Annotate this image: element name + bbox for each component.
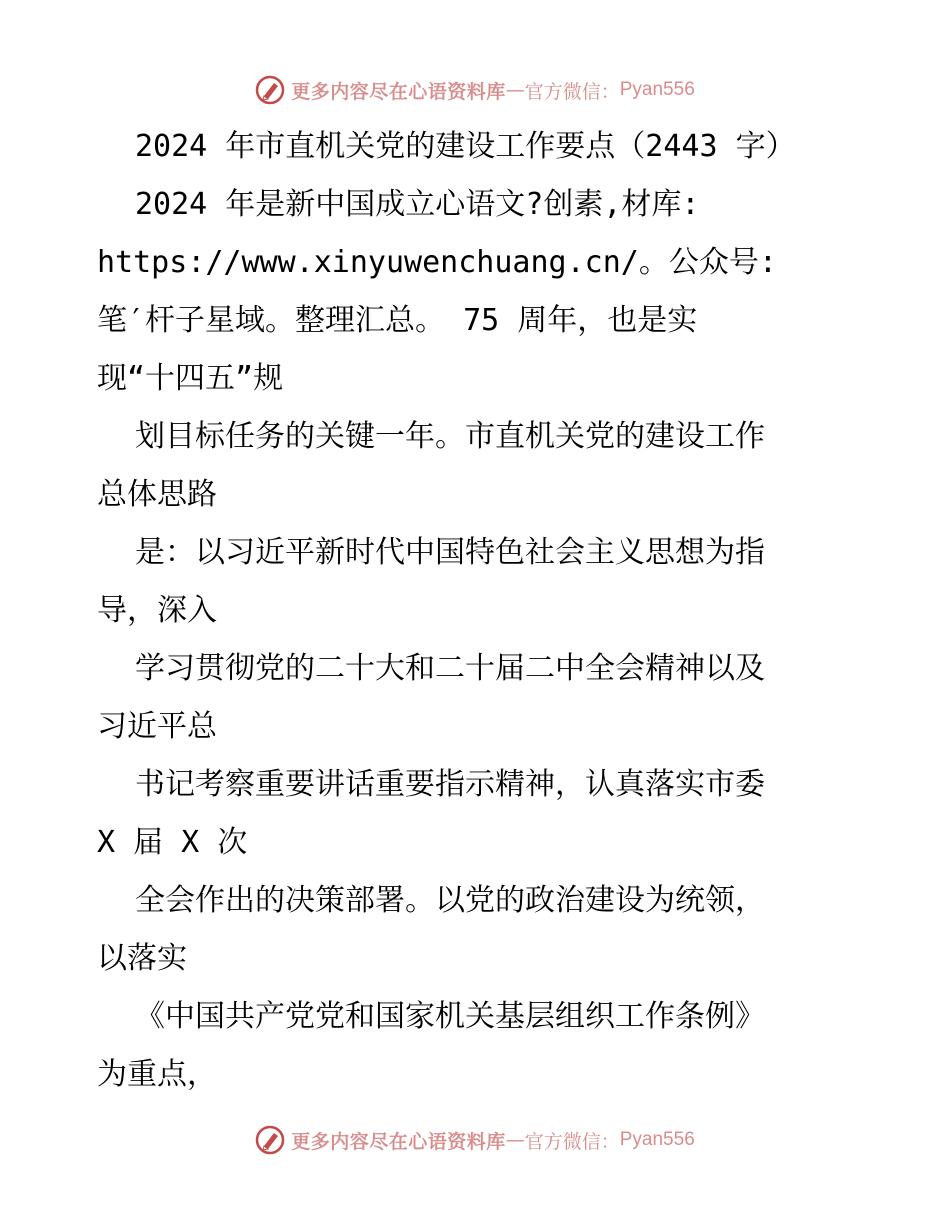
text-line: 以落实 <box>97 941 187 976</box>
text-line: 现“十四五”规 <box>97 361 284 396</box>
text-line: 划目标任务的关键一年。市直机关党的建设工作 <box>135 419 765 454</box>
pen-logo-icon <box>255 1125 285 1155</box>
banner-wechat-id: Pyan556 <box>619 1129 695 1150</box>
text-line: 学习贯彻党的二十大和二十届二中全会精神以及 <box>135 651 765 686</box>
text-line: 2024 年是新中国成立心语文?创素,材库: <box>135 187 700 222</box>
footer-banner <box>0 1120 950 1160</box>
text-line: 总体思路 <box>97 477 217 512</box>
text-line: X 届 X 次 <box>97 825 248 860</box>
banner-dash: — <box>505 1129 525 1151</box>
document-body <box>97 118 877 1104</box>
text-line: 导，深入 <box>97 593 217 628</box>
text-line: 笔′杆子星域。整理汇总。 75 周年，也是实 <box>97 303 698 338</box>
text-line: 习近平总 <box>97 709 217 744</box>
document-title: 2024 年市直机关党的建设工作要点（2443 字） <box>135 129 796 164</box>
banner-wechat-id: Pyan556 <box>619 79 695 100</box>
text-line: 《中国共产党党和国家机关基层组织工作条例》 <box>135 999 765 1034</box>
header-banner <box>0 70 950 110</box>
banner-wechat-label: 官方微信： <box>524 80 620 103</box>
text-line: 全会作出的决策部署。以党的政治建设为统领， <box>135 883 765 918</box>
banner-main-text: 更多内容尽在心语资料库 <box>291 1130 506 1153</box>
text-line: 书记考察重要讲话重要指示精神，认真落实市委 <box>135 767 765 802</box>
banner-wechat-label: 官方微信： <box>524 1130 620 1153</box>
banner-main-text: 更多内容尽在心语资料库 <box>291 80 506 103</box>
banner-dash: — <box>505 79 525 101</box>
pen-logo-icon <box>255 75 285 105</box>
text-line: 是：以习近平新时代中国特色社会主义思想为指 <box>135 535 765 570</box>
text-line: https://www.xinyuwenchuang.cn/。公众号: <box>97 245 777 280</box>
text-line: 为重点， <box>97 1057 217 1092</box>
